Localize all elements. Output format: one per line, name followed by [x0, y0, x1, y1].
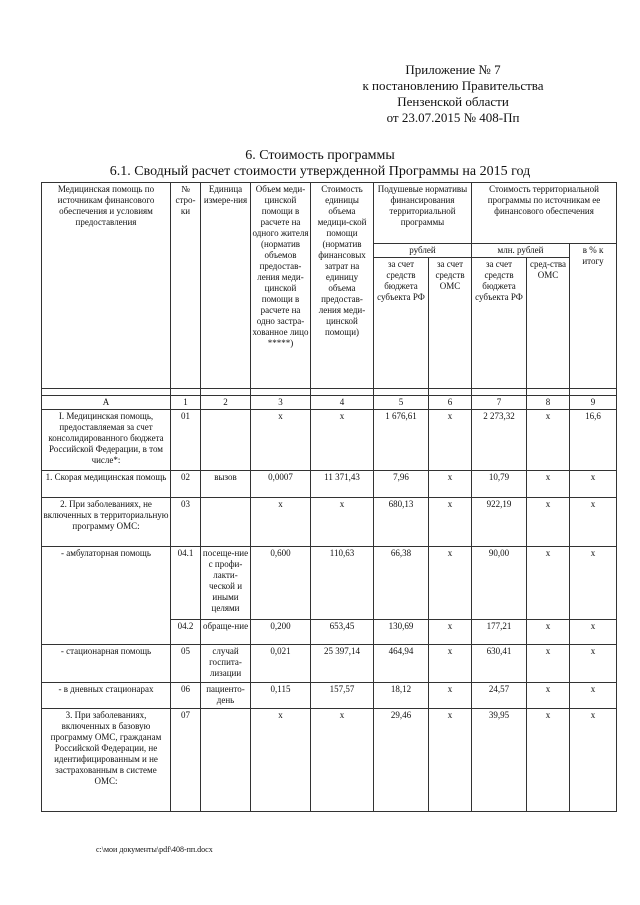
row-pc-budget: 464,94 — [374, 645, 429, 683]
row-unit — [201, 709, 251, 812]
header-col-1: № стро-ки — [171, 183, 201, 389]
header-group-7-9: Стоимость территориальной программы по источникам ее финансового обеспечения — [472, 183, 617, 244]
row-pct: x — [570, 620, 617, 645]
row-tot-budget: 922,19 — [472, 498, 527, 547]
header-col-4: Стоимость единицы объема медици-ской помощи (норматив финансовых затрат на единицу объема предостав-ления меди-цинской помощи) — [311, 183, 374, 389]
row-cost: 25 397,14 — [311, 645, 374, 683]
row-cost: x — [311, 410, 374, 471]
row-tot-budget: 90,00 — [472, 547, 527, 620]
row-pct: x — [570, 498, 617, 547]
row-line: 02 — [171, 471, 201, 498]
header-group-5-6: Подушевые нормативы финансирования территориальной программы — [374, 183, 472, 244]
row-pc-oms: x — [429, 683, 472, 709]
table-row — [42, 410, 617, 471]
row-volume: 0,600 — [251, 547, 311, 620]
row-pc-oms: x — [429, 410, 472, 471]
table-row — [42, 471, 617, 498]
row-name: - стационарная помощь — [42, 645, 171, 683]
row-tot-budget: 39,95 — [472, 709, 527, 812]
row-name: 3. При заболеваниях, включенных в базовую программу ОМС, гражданам Российской Федерации, не идентифицированным и не застрахованным в системе ОМС: — [42, 709, 171, 812]
header-col-2: Единица измере-ния — [201, 183, 251, 389]
row-volume: 0,115 — [251, 683, 311, 709]
row-pct: x — [570, 645, 617, 683]
approval-block — [328, 62, 578, 126]
row-tot-oms: x — [527, 645, 570, 683]
row-pc-oms: x — [429, 709, 472, 812]
row-volume: 0,200 — [251, 620, 311, 645]
row-line: 04.2 — [171, 620, 201, 645]
row-tot-budget: 177,21 — [472, 620, 527, 645]
row-tot-budget: 2 273,32 — [472, 410, 527, 471]
row-pc-budget: 18,12 — [374, 683, 429, 709]
footer-file-path: c:\мои документы\pdf\408-пп.docx — [96, 845, 213, 854]
col-index: 1 — [171, 396, 201, 410]
row-name: 1. Скорая медицинская помощь — [42, 471, 171, 498]
row-cost: 110,63 — [311, 547, 374, 620]
row-unit: обраще-ние — [201, 620, 251, 645]
row-pc-budget: 680,13 — [374, 498, 429, 547]
approval-line-1: Приложение № 7 — [405, 62, 501, 77]
row-tot-oms: x — [527, 547, 570, 620]
table-row — [42, 645, 617, 683]
col-index: 3 — [251, 396, 311, 410]
header-col-5: за счет средств бюджета субъекта РФ — [374, 258, 429, 389]
row-volume: 0,0007 — [251, 471, 311, 498]
header-unit-pct: в % к итогу — [570, 244, 617, 389]
col-index: 5 — [374, 396, 429, 410]
row-pc-oms: x — [429, 620, 472, 645]
row-pct: 16,6 — [570, 410, 617, 471]
row-unit: пациенто-день — [201, 683, 251, 709]
header-col-a: Медицинская помощь по источникам финансового обеспечения и условиям предоставления — [42, 183, 171, 389]
column-index-row — [42, 396, 617, 410]
col-index: 8 — [527, 396, 570, 410]
table-row — [42, 547, 617, 620]
col-index: 4 — [311, 396, 374, 410]
row-cost: x — [311, 709, 374, 812]
col-index: 2 — [201, 396, 251, 410]
row-unit — [201, 498, 251, 547]
row-pct: x — [570, 471, 617, 498]
table-row — [42, 498, 617, 547]
col-index: 9 — [570, 396, 617, 410]
header-col-7: за счет средств бюджета субъекта РФ — [472, 258, 527, 389]
row-cost: 11 371,43 — [311, 471, 374, 498]
row-pc-oms: x — [429, 547, 472, 620]
row-unit: случай госпита-лизации — [201, 645, 251, 683]
row-cost: x — [311, 498, 374, 547]
row-tot-oms: x — [527, 683, 570, 709]
header-unit-mln: млн. рублей — [472, 244, 570, 258]
header-col-8: сред-ства ОМС — [527, 258, 570, 389]
row-tot-oms: x — [527, 471, 570, 498]
col-index: 7 — [472, 396, 527, 410]
row-unit: вызов — [201, 471, 251, 498]
header-row-1 — [42, 183, 617, 244]
row-pc-budget: 1 676,61 — [374, 410, 429, 471]
row-tot-budget: 24,57 — [472, 683, 527, 709]
cost-table — [41, 182, 617, 812]
table-row — [42, 709, 617, 812]
row-volume: x — [251, 498, 311, 547]
row-pct: x — [570, 709, 617, 812]
subsection-title: 6.1. Сводный расчет стоимости утвержденной Программы на 2015 год — [109, 164, 531, 179]
row-pc-budget: 29,46 — [374, 709, 429, 812]
row-pc-oms: x — [429, 471, 472, 498]
header-gap — [42, 389, 617, 396]
row-line: 06 — [171, 683, 201, 709]
table-row — [42, 683, 617, 709]
row-cost: 157,57 — [311, 683, 374, 709]
row-cost: 653,45 — [311, 620, 374, 645]
row-pc-budget: 7,96 — [374, 471, 429, 498]
row-pc-budget: 66,38 — [374, 547, 429, 620]
row-pct: x — [570, 683, 617, 709]
col-index: 6 — [429, 396, 472, 410]
section-title: 6. Стоимость программы — [245, 148, 395, 163]
row-line: 03 — [171, 498, 201, 547]
row-volume: x — [251, 709, 311, 812]
row-tot-oms: x — [527, 498, 570, 547]
row-volume: x — [251, 410, 311, 471]
row-name: 2. При заболеваниях, не включенных в территориальную программу ОМС: — [42, 498, 171, 547]
row-volume: 0,021 — [251, 645, 311, 683]
row-line: 04.1 — [171, 547, 201, 620]
row-tot-oms: x — [527, 410, 570, 471]
header-unit-rub: рублей — [374, 244, 472, 258]
row-name: I. Медицинская помощь, предоставляемая за счет консолидированного бюджета Российской Федерации, в том числе*: — [42, 410, 171, 471]
approval-line-3: Пензенской области — [397, 94, 509, 109]
row-name: - амбулаторная помощь — [42, 547, 171, 645]
row-name: - в дневных стационарах — [42, 683, 171, 709]
row-pc-budget: 130,69 — [374, 620, 429, 645]
row-tot-oms: x — [527, 620, 570, 645]
col-index: А — [42, 396, 171, 410]
row-tot-budget: 10,79 — [472, 471, 527, 498]
row-unit: посеще-ние с профи-лакти-ческой и иными целями — [201, 547, 251, 620]
row-unit — [201, 410, 251, 471]
row-line: 01 — [171, 410, 201, 471]
row-pc-oms: x — [429, 645, 472, 683]
row-pc-oms: x — [429, 498, 472, 547]
row-line: 05 — [171, 645, 201, 683]
row-tot-budget: 630,41 — [472, 645, 527, 683]
row-line: 07 — [171, 709, 201, 812]
header-col-3: Объем меди-цинской помощи в расчете на одного жителя (норматив объемов предостав-ления меди-цинской помощи в расчете на одно застра-хованное лицо *****) — [251, 183, 311, 389]
approval-line-4: от 23.07.2015 № 408-Пп — [386, 110, 520, 125]
approval-line-2: к постановлению Правительства — [362, 78, 544, 93]
row-tot-oms: x — [527, 709, 570, 812]
row-pct: x — [570, 547, 617, 620]
header-col-6: за счет средств ОМС — [429, 258, 472, 389]
